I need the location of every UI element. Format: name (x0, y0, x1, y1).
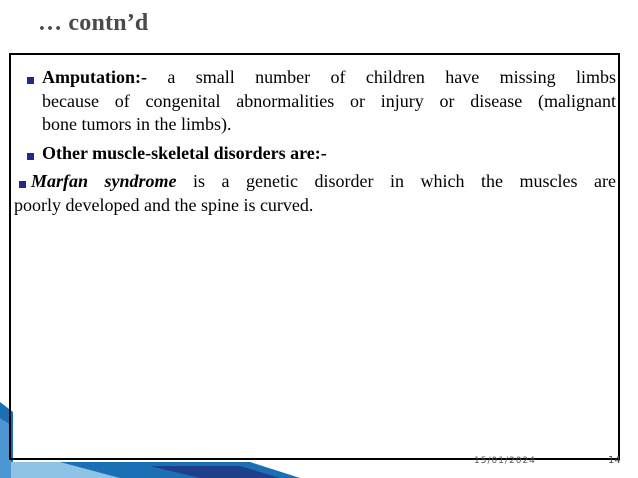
slide-title: … contn’d (38, 10, 149, 36)
bullet-amputation (42, 66, 616, 137)
bullet-marker (27, 77, 34, 84)
bullet-label-other-disorders: Other muscle-skeletal disorders are:- (42, 143, 327, 163)
bullet-other-disorders (42, 142, 616, 166)
bullet-text-line: bone tumors in the limbs). (42, 114, 232, 134)
bullet-label-marfan: Marfan syndrome (31, 171, 177, 191)
bullet-marfan (14, 170, 616, 217)
bullet-marker (27, 153, 34, 160)
bullet-text-line: poorly developed and the spine is curved. (14, 194, 314, 215)
bullet-text-line: a small number of children have missing limbs (147, 67, 616, 87)
bullet-text-line: because of congenital abnormalities or injury or disease (malignant (42, 90, 616, 111)
footer-date: 15/01/2024 (474, 456, 536, 466)
bullet-label-amputation: Amputation:- (42, 67, 148, 87)
footer-page-number: 14 (608, 455, 621, 466)
bullet-text-line: is a genetic disorder in which the muscles are (176, 171, 616, 191)
